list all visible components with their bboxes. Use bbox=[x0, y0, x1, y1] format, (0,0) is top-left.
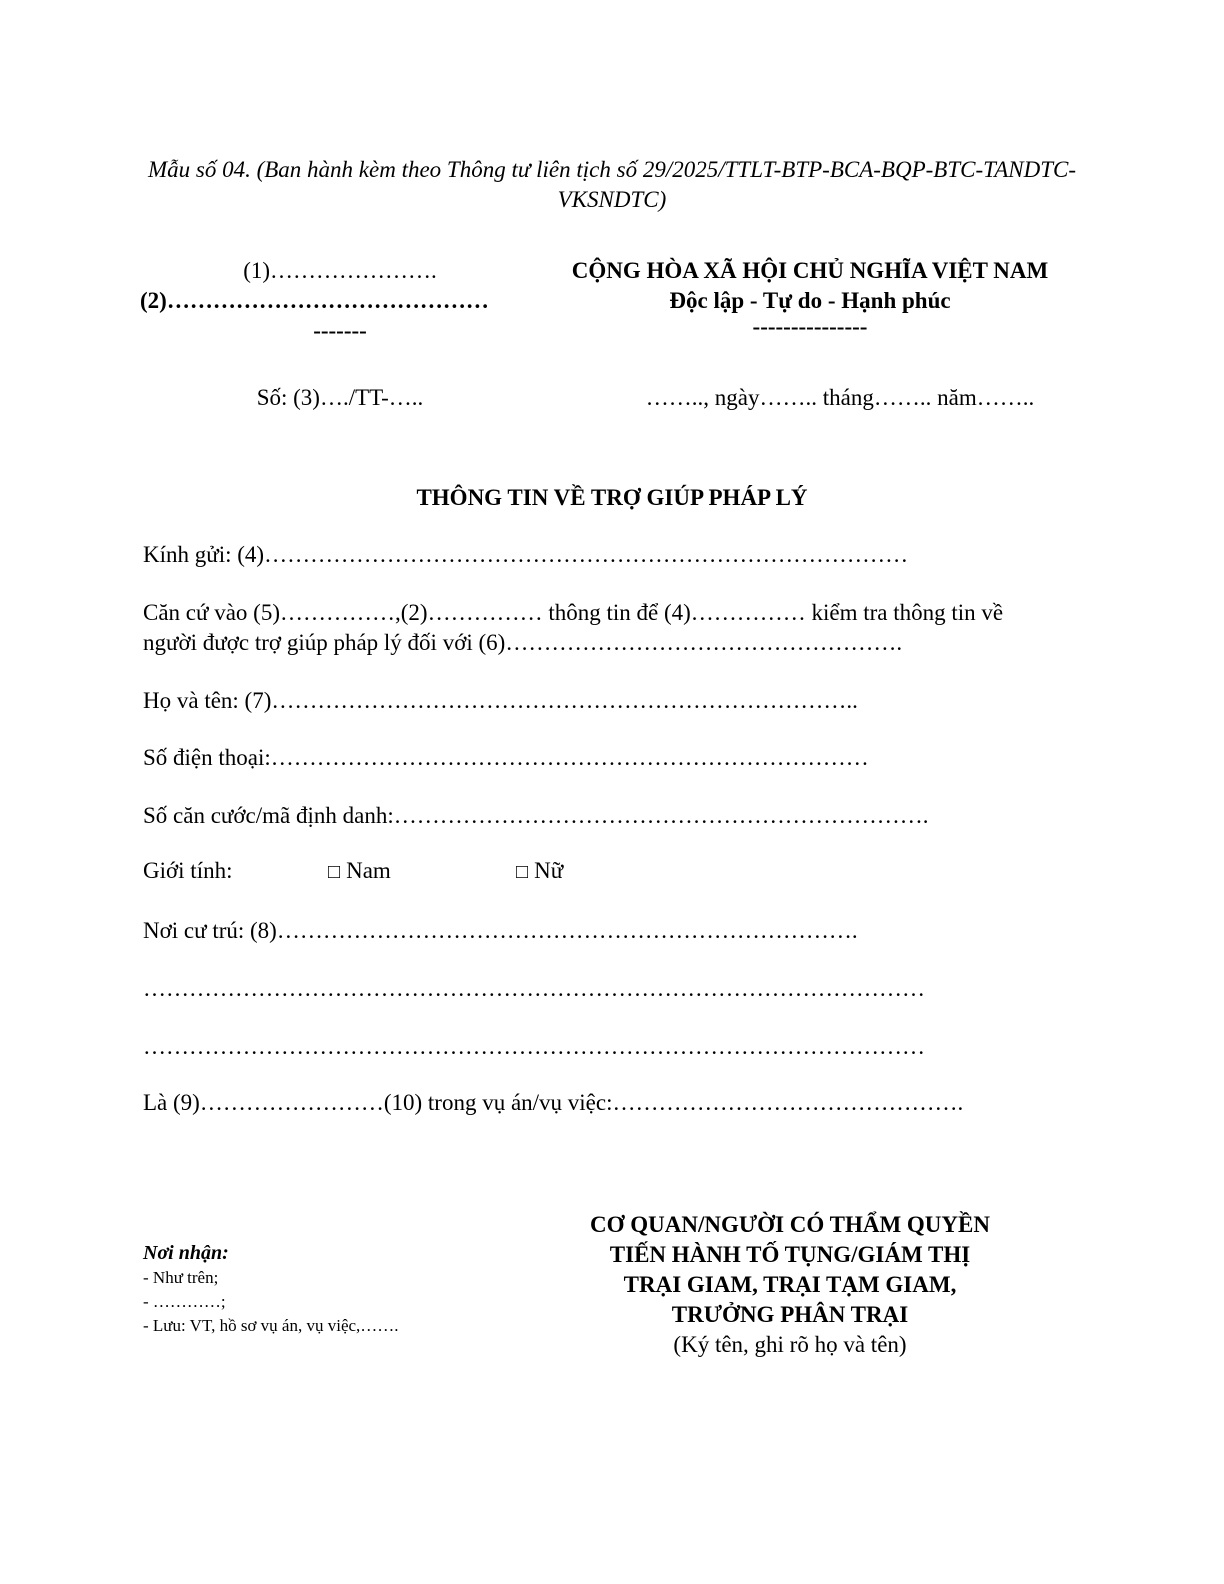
country-name: CỘNG HÒA XÃ HỘI CHỦ NGHĨA VIỆT NAM bbox=[571, 258, 1049, 283]
residence-field[interactable]: Nơi cư trú: (8)…………………………………………………………………. bbox=[143, 918, 858, 943]
issuing-agency-block bbox=[140, 256, 540, 346]
id-number-field[interactable]: Số căn cước/mã định danh:……………………………………………………………. bbox=[143, 803, 929, 828]
recipient-item: - …………; bbox=[143, 1292, 226, 1311]
recipients-block bbox=[143, 1240, 563, 1338]
document-number: Số: (3)…./TT-….. bbox=[256, 385, 424, 410]
gender-male-label: Nam bbox=[346, 858, 391, 883]
gender-female-option[interactable] bbox=[516, 858, 563, 884]
checkbox-icon[interactable]: □ bbox=[516, 861, 529, 883]
recipients-heading: Nơi nhận: bbox=[143, 1242, 229, 1264]
signature-block bbox=[590, 1210, 990, 1360]
agency-divider: ------- bbox=[313, 318, 367, 343]
gender-female-label: Nữ bbox=[534, 858, 564, 883]
residence-continuation-2[interactable]: ………………………………………………………………………………………… bbox=[143, 1034, 925, 1059]
parent-agency-line: (1)…………………. bbox=[243, 258, 437, 283]
checkbox-icon[interactable]: □ bbox=[328, 861, 341, 883]
recipient-field[interactable]: Kính gửi: (4)………………………………………………………………………… bbox=[143, 542, 909, 567]
date-line: …….., ngày…….. tháng…….. năm…….. bbox=[645, 385, 1035, 410]
gender-male-option[interactable] bbox=[328, 858, 391, 884]
gender-label: Giới tính: bbox=[143, 858, 233, 883]
basis-field[interactable]: Căn cứ vào (5)……………,(2)…………… thông tin để (4)…………… kiểm tra thông tin về người được trợ giúp pháp lý đối với (6)……………………………………………. bbox=[143, 600, 1004, 655]
issuing-agency-line: (2)…………………………………… bbox=[140, 288, 489, 313]
phone-field[interactable]: Số điện thoại:…………………………………………………………………… bbox=[143, 745, 869, 770]
signature-note: (Ký tên, ghi rõ họ và tên) bbox=[673, 1332, 907, 1357]
form-number: Mẫu số 04. (Ban hành kèm theo Thông tư liên tịch số 29/2025/TTLT-BTP-BCA-BQP-BTC-TANDTC-VKSNDTC) bbox=[147, 157, 1077, 212]
national-header bbox=[560, 256, 1060, 338]
residence-continuation-1[interactable]: ………………………………………………………………………………………… bbox=[143, 976, 925, 1001]
role-field[interactable]: Là (9)……………………(10) trong vụ án/vụ việc:………………………………………. bbox=[143, 1090, 964, 1115]
national-motto: Độc lập - Tự do - Hạnh phúc bbox=[669, 288, 951, 313]
signing-authority: CƠ QUAN/NGƯỜI CÓ THẨM QUYỀN TIẾN HÀNH TỐ TỤNG/GIÁM THỊ TRẠI GIAM, TRẠI TẠM GIAM, TRƯỞNG PHÂN TRẠI bbox=[590, 1212, 990, 1327]
document-title: THÔNG TIN VỀ TRỢ GIÚP PHÁP LÝ bbox=[416, 485, 808, 510]
motto-divider: --------------- bbox=[752, 314, 868, 339]
recipient-item: - Lưu: VT, hồ sơ vụ án, vụ việc,……. bbox=[143, 1316, 399, 1335]
recipient-item: - Như trên; bbox=[143, 1268, 219, 1287]
full-name-field[interactable]: Họ và tên: (7)………………………………………………………………….. bbox=[143, 688, 858, 713]
